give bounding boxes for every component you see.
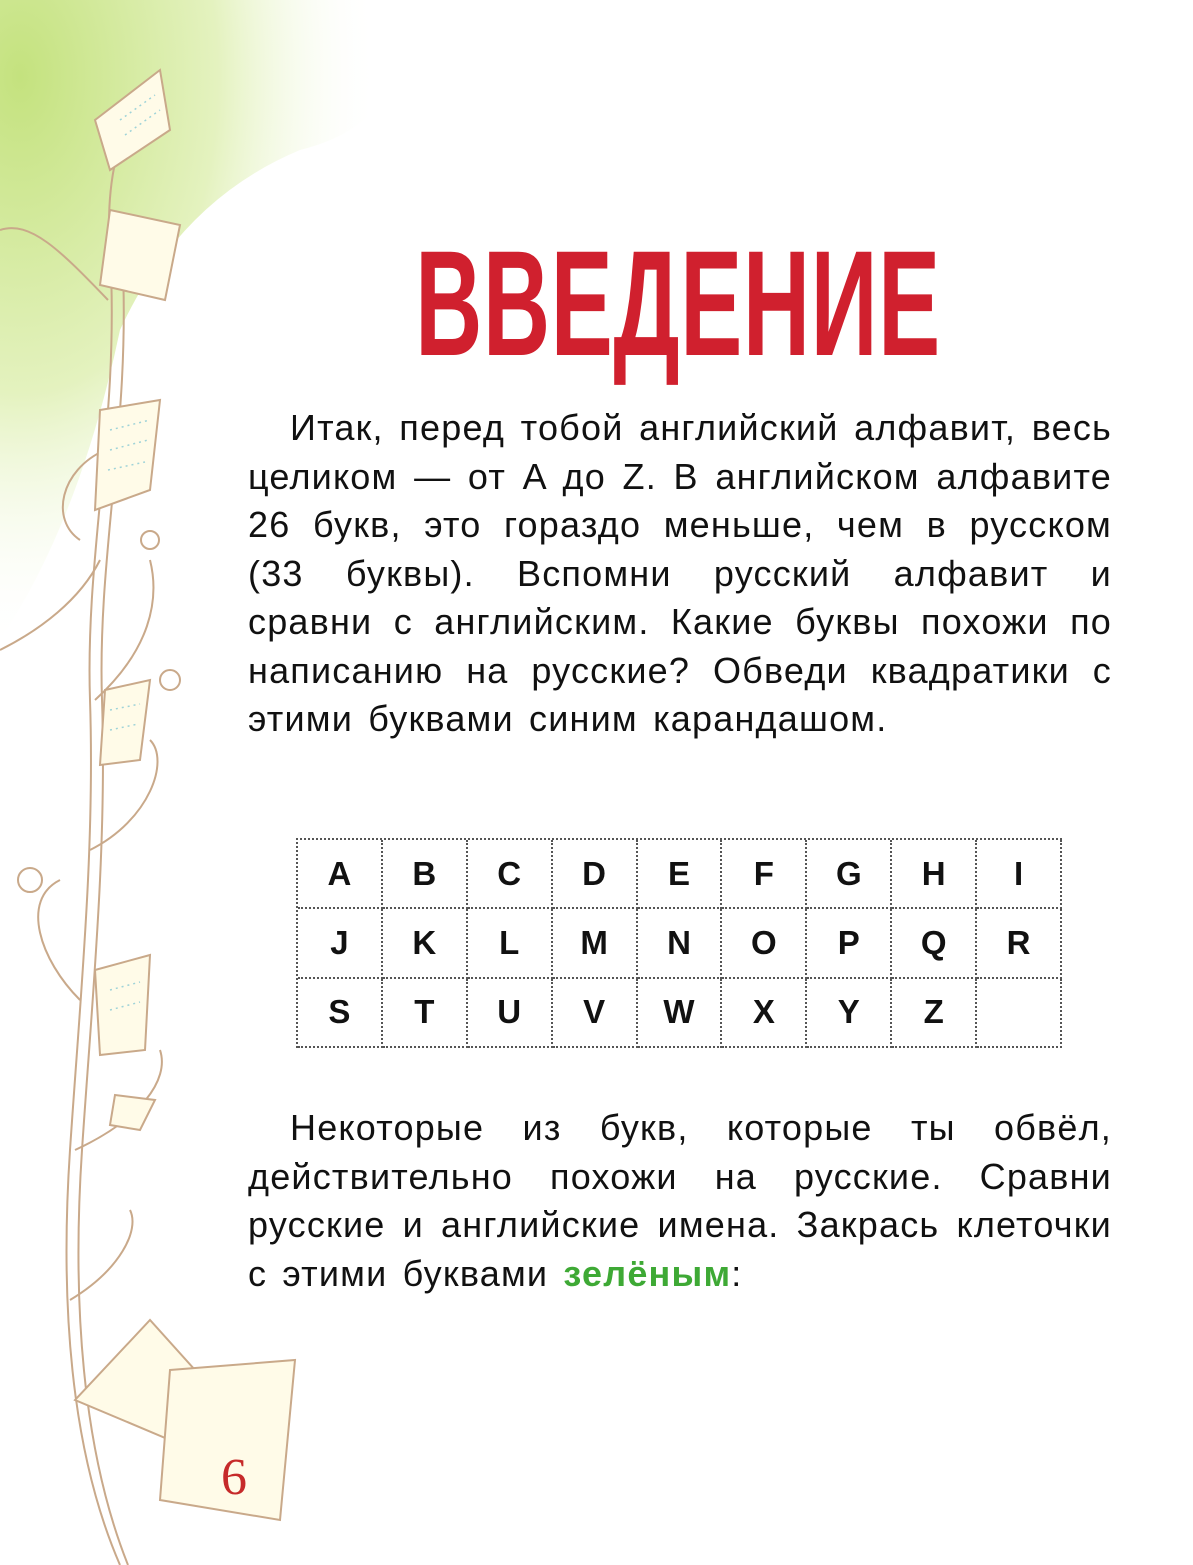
instruction-end: : (731, 1252, 743, 1294)
letter-cell-b: B (383, 840, 468, 909)
letter-cell-k: K (383, 909, 468, 978)
letter-cell-u: U (468, 979, 553, 1048)
letter-cell-o: O (722, 909, 807, 978)
intro-paragraph (248, 404, 1112, 744)
letter-cell-h: H (892, 840, 977, 909)
intro-text: Итак, перед тобой английский алфавит, весь целиком — от A до Z. В английском алфавите 26 букв, это гораздо меньше, чем в русском (33 буквы). Вспомни русский алфавит и сравни с английским. Какие буквы похожи по написанию на русские? Обведи квадратики с этими буквами синим карандашом. (248, 407, 1112, 739)
letter-cell-c: C (468, 840, 553, 909)
letter-cell-r: R (977, 909, 1062, 978)
letter-cell-n: N (638, 909, 723, 978)
letter-cell-p: P (807, 909, 892, 978)
letter-cell-l: L (468, 909, 553, 978)
letter-cell-d: D (553, 840, 638, 909)
highlight-word: зелёным (563, 1252, 732, 1294)
letter-cell-m: M (553, 909, 638, 978)
empty-cell (977, 979, 1062, 1048)
instruction-paragraph (248, 1104, 1112, 1298)
letter-cell-t: T (383, 979, 468, 1048)
page-number: 6 (221, 1449, 247, 1506)
letter-cell-v: V (553, 979, 638, 1048)
alphabet-grid (296, 838, 1062, 1048)
letter-cell-j: J (298, 909, 383, 978)
letter-cell-q: Q (892, 909, 977, 978)
letter-cell-z: Z (892, 979, 977, 1048)
page-title: ВВЕДЕНИЕ (415, 219, 941, 387)
letter-cell-i: I (977, 840, 1062, 909)
letter-cell-f: F (722, 840, 807, 909)
letter-cell-s: S (298, 979, 383, 1048)
letter-cell-e: E (638, 840, 723, 909)
vine-book-decoration (0, 0, 420, 1565)
letter-cell-a: A (298, 840, 383, 909)
letter-cell-y: Y (807, 979, 892, 1048)
letter-cell-x: X (722, 979, 807, 1048)
instruction-text: Некоторые из букв, которые ты обвёл, действительно похожи на русские. Сравни русские и английские имена. Закрась клеточки с этими буквами (248, 1107, 1112, 1294)
letter-cell-g: G (807, 840, 892, 909)
letter-cell-w: W (638, 979, 723, 1048)
